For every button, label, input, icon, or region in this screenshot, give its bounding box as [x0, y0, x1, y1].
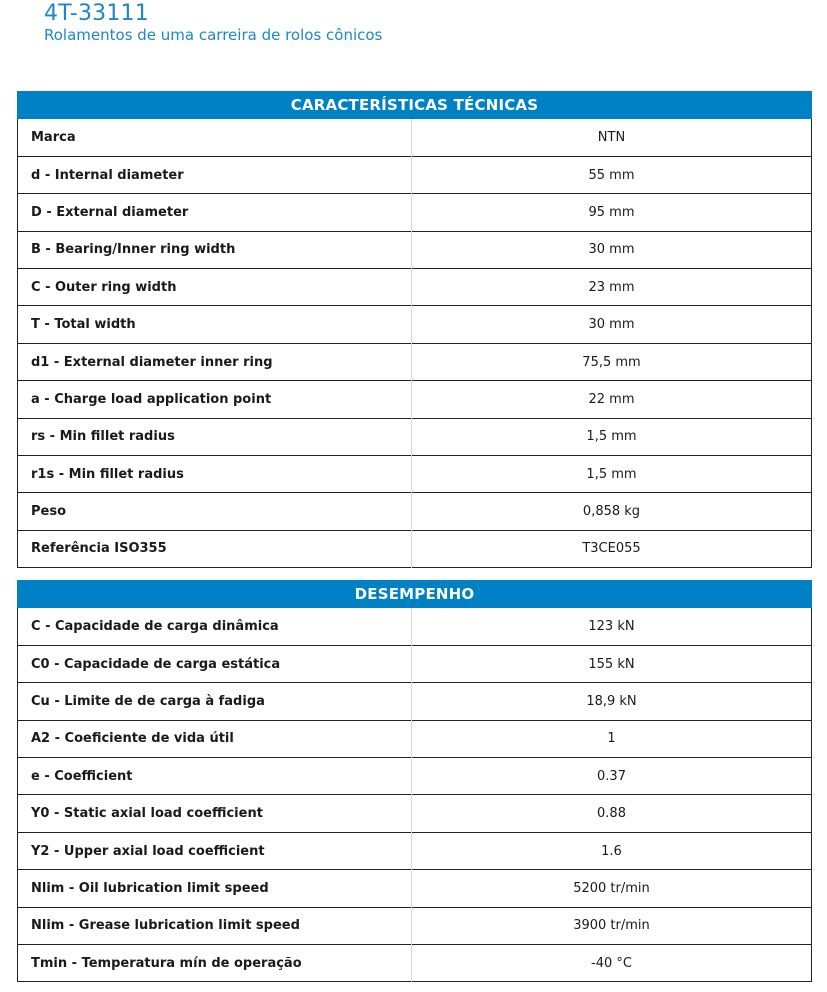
spec-row	[18, 343, 812, 380]
spec-value: 23 mm	[412, 269, 812, 306]
spec-row	[18, 832, 812, 869]
spec-value: 0,858 kg	[412, 493, 812, 530]
spec-value: 30 mm	[412, 231, 812, 268]
spec-label: Referência ISO355	[18, 530, 412, 567]
spec-label: Y2 - Upper axial load coefficient	[18, 832, 412, 869]
spec-row	[18, 269, 812, 306]
spec-row	[18, 683, 812, 720]
spec-label: C - Capacidade de carga dinâmica	[18, 608, 412, 645]
spec-label: e - Coefficient	[18, 758, 412, 795]
spec-label: a - Charge load application point	[18, 381, 412, 418]
spec-row	[18, 156, 812, 193]
spec-row	[18, 530, 812, 567]
technical-spec-table	[17, 119, 812, 568]
spec-label: d1 - External diameter inner ring	[18, 343, 412, 380]
spec-value: -40 °C	[412, 945, 812, 982]
spec-row	[18, 795, 812, 832]
spec-value: NTN	[597, 129, 626, 145]
spec-label: B - Bearing/Inner ring width	[18, 231, 412, 268]
spec-value: 155 kN	[412, 645, 812, 682]
spec-row	[18, 493, 812, 530]
spec-row	[18, 194, 812, 231]
spec-row	[18, 231, 812, 268]
spec-row	[18, 456, 812, 493]
product-code-title: 4T-33111	[44, 1, 149, 26]
spec-row	[18, 907, 812, 944]
spec-value: 5200 tr/min	[412, 870, 812, 907]
spec-label: C0 - Capacidade de carga estática	[18, 645, 412, 682]
spec-label: rs - Min fillet radius	[18, 418, 412, 455]
spec-value: 1.6	[412, 832, 812, 869]
spec-row	[18, 870, 812, 907]
spec-value: T3CE055	[412, 530, 812, 567]
spec-value: 3900 tr/min	[412, 907, 812, 944]
spec-value: 1,5 mm	[412, 456, 812, 493]
spec-row	[18, 418, 812, 455]
spec-row	[18, 608, 812, 645]
spec-label: D - External diameter	[18, 194, 412, 231]
spec-label: Nlim - Oil lubrication limit speed	[18, 870, 412, 907]
performance-section-header: DESEMPENHO	[17, 580, 812, 608]
spec-label: d - Internal diameter	[18, 156, 412, 193]
spec-value: 123 kN	[588, 618, 635, 634]
spec-label: Y0 - Static axial load coefficient	[18, 795, 412, 832]
spec-label: r1s - Min fillet radius	[18, 456, 412, 493]
spec-label: A2 - Coeficiente de vida útil	[18, 720, 412, 757]
spec-label: T - Total width	[18, 306, 412, 343]
technical-section-header: CARACTERÍSTICAS TÉCNICAS	[17, 91, 812, 119]
spec-label: Nlim - Grease lubrication limit speed	[18, 907, 412, 944]
spec-label: Tmin - Temperatura mín de operação	[18, 945, 412, 982]
spec-row	[18, 119, 812, 156]
spec-value: 55 mm	[412, 156, 812, 193]
spec-label: C - Outer ring width	[18, 269, 412, 306]
spec-label: Marca	[18, 119, 412, 156]
spec-row	[18, 306, 812, 343]
spec-row	[18, 758, 812, 795]
spec-row	[18, 645, 812, 682]
spec-row	[18, 381, 812, 418]
product-subtitle: Rolamentos de uma carreira de rolos cônicos	[44, 26, 383, 44]
spec-label: Peso	[18, 493, 412, 530]
performance-section	[17, 580, 812, 982]
spec-value: 1	[412, 720, 812, 757]
spec-row	[18, 945, 812, 982]
spec-value: 95 mm	[412, 194, 812, 231]
spec-value: 75,5 mm	[412, 343, 812, 380]
spec-value: 0.37	[412, 758, 812, 795]
spec-value: 0.88	[412, 795, 812, 832]
spec-value: 22 mm	[412, 381, 812, 418]
technical-characteristics-section	[17, 91, 812, 568]
spec-value: 18,9 kN	[412, 683, 812, 720]
spec-row	[18, 720, 812, 757]
spec-value: 30 mm	[412, 306, 812, 343]
spec-label: Cu - Limite de de carga à fadiga	[18, 683, 412, 720]
spec-value: 1,5 mm	[412, 418, 812, 455]
performance-spec-table	[17, 608, 812, 982]
